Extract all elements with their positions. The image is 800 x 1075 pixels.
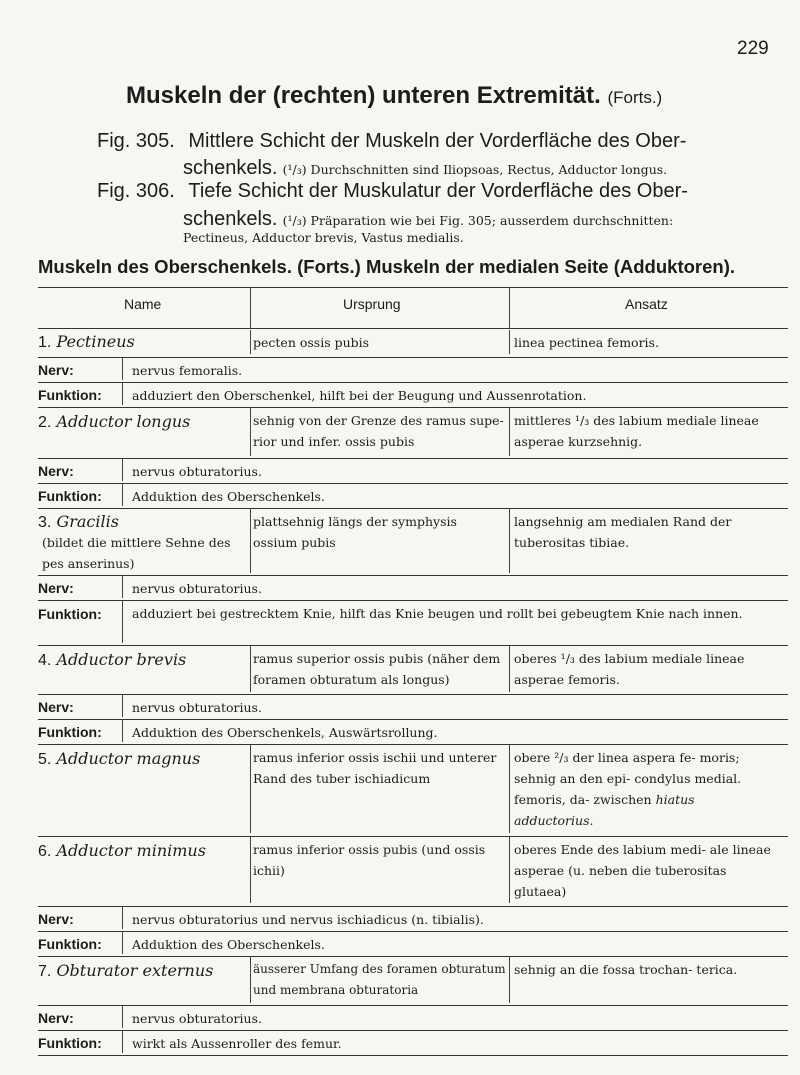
column-divider [250, 330, 251, 354]
label-divider [122, 601, 123, 643]
funktion-value: adduziert den Oberschenkel, hilft bei der Beugung und Aussenrotation. [132, 388, 587, 403]
title-main: Muskeln der (rechten) unteren Extremität. [126, 82, 601, 109]
column-divider [509, 837, 510, 903]
column-divider [250, 646, 251, 692]
row-rule [38, 719, 788, 720]
muscle-ursprung: pecten ossis pubis [253, 335, 370, 350]
row-rule [38, 744, 788, 745]
muscle-number: 7. [38, 963, 52, 980]
funktion-value: adduziert bei gestrecktem Knie, hilft das Knie beugen und rollt bei gebeugtem Knie nach innen. [132, 606, 743, 621]
funktion-label: Funktion: [38, 606, 102, 622]
nerv-label: Nerv: [38, 1010, 74, 1026]
muscle-name [38, 841, 206, 861]
row-rule [38, 458, 788, 459]
label-divider [122, 907, 123, 929]
nerv-label: Nerv: [38, 580, 74, 596]
row-rule [38, 357, 788, 358]
figure-306-label: Fig. 306. [97, 180, 175, 202]
funktion-label: Funktion: [38, 387, 102, 403]
funktion-value: Adduktion des Oberschenkels. [132, 489, 325, 504]
table-top-rule [38, 287, 788, 288]
column-divider [509, 646, 510, 692]
row-rule [38, 508, 788, 509]
column-divider [250, 745, 251, 833]
row-rule [38, 483, 788, 484]
muscle-name [38, 412, 190, 432]
figure-305-cont-small: (¹/₃) Durchschnitten sind Iliopsoas, Rectus, Adductor longus. [282, 162, 668, 177]
muscle-number: 2. [38, 414, 52, 431]
muscle-name-text: Adductor minimus [56, 841, 206, 860]
figure-306-line3: Pectineus, Adductor brevis, Vastus medialis. [183, 230, 464, 245]
nerv-label: Nerv: [38, 362, 74, 378]
row-rule [38, 931, 788, 932]
funktion-value: Adduktion des Oberschenkels. [132, 937, 325, 952]
column-divider [250, 509, 251, 573]
muscle-number: 6. [38, 843, 52, 860]
muscle-ansatz: mittleres ¹/₃ des labium mediale lineae asperae kurzsehnig. [514, 413, 759, 449]
header-name: Name [124, 296, 162, 312]
header-divider-1 [250, 288, 251, 328]
section-heading: Muskeln des Oberschenkels. (Forts.) Muskeln der medialen Seite (Adduktoren). [38, 256, 736, 277]
row-rule [38, 1005, 788, 1006]
figure-306-text: Tiefe Schicht der Muskulatur der Vorderfläche des Ober- [188, 180, 688, 202]
muscle-ursprung: ramus inferior ossis ischii und unterer Rand des tuber ischiadicum [253, 750, 497, 786]
muscle-ansatz: langsehnig am medialen Rand der tuberositas tibiae. [514, 514, 732, 550]
row-rule [38, 956, 788, 957]
muscle-name [38, 961, 213, 981]
column-divider [250, 408, 251, 456]
ansatz-text: obere ²/₃ der linea aspera fe- moris; sehnig an den epi- condylus medial. femoris, da- zwischen [514, 750, 742, 807]
muscle-ursprung: sehnig von der Grenze des ramus supe- rior und infer. ossis pubis [253, 413, 504, 449]
nerv-value: nervus obturatorius. [132, 581, 262, 596]
muscle-number: 5. [38, 751, 52, 768]
muscle-name-text: Obturator externus [56, 961, 214, 980]
muscle-ursprung: äusserer Umfang des foramen obturatum und membrana obturatoria [253, 962, 506, 997]
ansatz-italic: hiatus adductorius. [514, 792, 695, 828]
funktion-label: Funktion: [38, 936, 102, 952]
label-divider [122, 459, 123, 481]
label-divider [122, 932, 123, 954]
row-rule [38, 906, 788, 907]
muscle-name [38, 650, 186, 670]
page-number: 229 [737, 38, 769, 59]
muscle-name-note: (bildet die mittlere Sehne des pes anserinus) [42, 535, 231, 571]
funktion-label: Funktion: [38, 724, 102, 740]
column-divider [509, 957, 510, 1003]
label-divider [122, 695, 123, 717]
muscle-name-text: Adductor magnus [56, 749, 201, 768]
muscle-name [38, 332, 135, 352]
muscle-ansatz: linea pectinea femoris. [514, 335, 659, 350]
header-ursprung: Ursprung [343, 296, 401, 312]
column-divider [509, 330, 510, 354]
muscle-name-text: Adductor brevis [56, 650, 187, 669]
figure-306-cont-big: schenkels. [183, 208, 278, 230]
muscle-ansatz: oberes ¹/₃ des labium mediale lineae asperae femoris. [514, 651, 745, 687]
nerv-value: nervus obturatorius. [132, 700, 262, 715]
label-divider [122, 720, 123, 742]
table-bottom-rule [38, 1055, 788, 1056]
column-divider [250, 957, 251, 1003]
funktion-value: wirkt als Aussenroller des femur. [132, 1036, 342, 1051]
label-divider [122, 1031, 123, 1053]
figure-306-cont-small: (¹/₃) Präparation wie bei Fig. 305; ausserdem durchschnitten: [282, 213, 674, 228]
muscle-name-text: Gracilis [56, 512, 119, 531]
funktion-value: Adduktion des Oberschenkels, Auswärtsrollung. [132, 725, 438, 740]
row-rule [38, 645, 788, 646]
row-rule [38, 694, 788, 695]
muscle-ursprung: ramus superior ossis pubis (näher dem foramen obturatum als longus) [253, 651, 501, 687]
label-divider [122, 484, 123, 506]
label-divider [122, 1006, 123, 1028]
muscle-name [38, 512, 119, 532]
nerv-label: Nerv: [38, 463, 74, 479]
nerv-value: nervus obturatorius. [132, 464, 262, 479]
label-divider [122, 358, 123, 380]
column-divider [509, 509, 510, 573]
label-divider [122, 576, 123, 598]
nerv-label: Nerv: [38, 699, 74, 715]
header-rule [38, 328, 788, 329]
figure-305-cont-big: schenkels. [183, 157, 278, 179]
muscle-name [38, 749, 200, 769]
row-rule [38, 407, 788, 408]
nerv-value: nervus obturatorius. [132, 1011, 262, 1026]
figure-305-label: Fig. 305. [97, 130, 175, 152]
muscle-name-text: Pectineus [56, 332, 135, 351]
nerv-value: nervus femoralis. [132, 363, 243, 378]
muscle-ursprung: plattsehnig längs der symphysis ossium pubis [253, 514, 457, 550]
column-divider [509, 745, 510, 833]
muscle-ansatz: oberes Ende des labium medi- ale lineae asperae (u. neben die tuberositas glutaea) [514, 842, 771, 899]
column-divider [509, 408, 510, 456]
muscle-ansatz: sehnig an die fossa trochan- terica. [514, 962, 738, 977]
muscle-name-text: Adductor longus [56, 412, 191, 431]
row-rule [38, 575, 788, 576]
row-rule [38, 382, 788, 383]
header-ansatz: Ansatz [625, 296, 668, 312]
funktion-label: Funktion: [38, 1035, 102, 1051]
title-forts: (Forts.) [607, 88, 663, 107]
funktion-label: Funktion: [38, 488, 102, 504]
label-divider [122, 383, 123, 405]
muscle-number: 4. [38, 652, 52, 669]
row-rule [38, 600, 788, 601]
muscle-ursprung: ramus inferior ossis pubis (und ossis ichii) [253, 842, 486, 878]
muscle-ansatz [514, 747, 776, 831]
nerv-value: nervus obturatorius und nervus ischiadicus (n. tibialis). [132, 912, 484, 927]
muscle-number: 1. [38, 334, 52, 351]
row-rule [38, 1030, 788, 1031]
muscle-number: 3. [38, 514, 52, 531]
header-divider-2 [509, 288, 510, 328]
nerv-label: Nerv: [38, 911, 74, 927]
row-rule [38, 836, 788, 837]
column-divider [250, 837, 251, 903]
figure-305-text: Mittlere Schicht der Muskeln der Vorderfläche des Ober- [188, 130, 687, 152]
